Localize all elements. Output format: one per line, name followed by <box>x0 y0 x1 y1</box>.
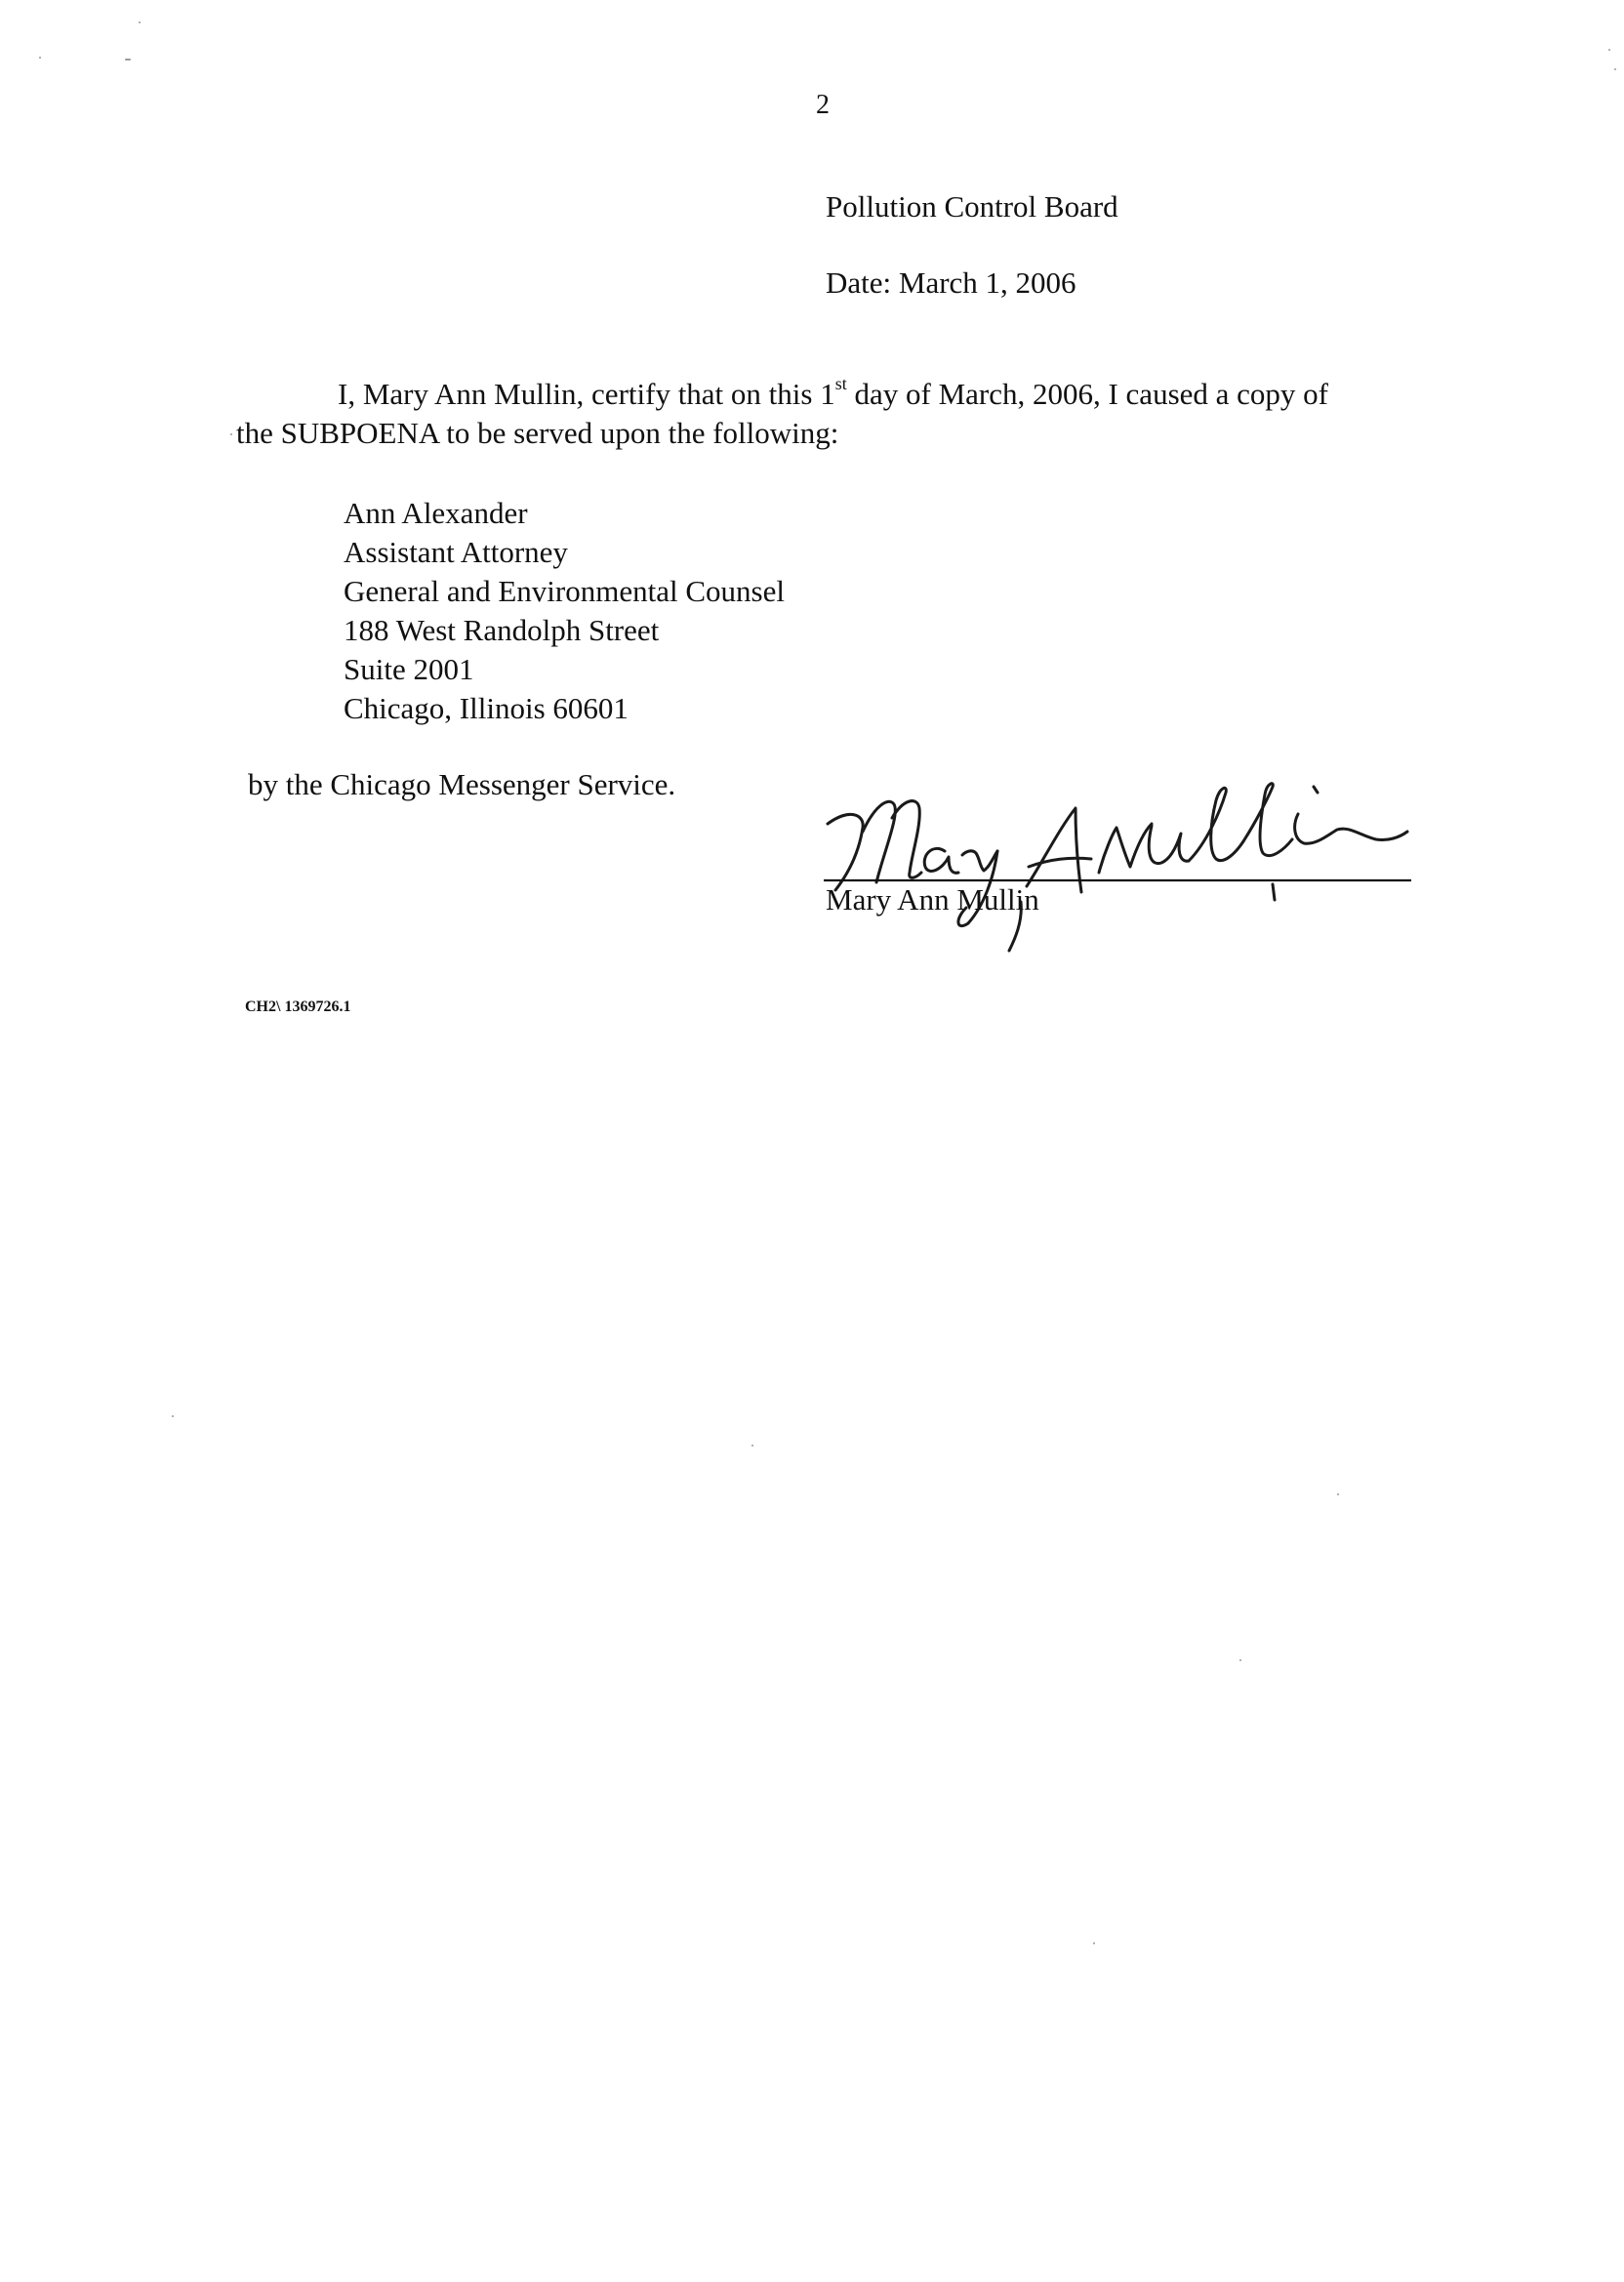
scan-speck <box>39 57 41 59</box>
document-id: CH2\ 1369726.1 <box>245 998 351 1015</box>
handwritten-signature <box>820 757 1415 953</box>
scan-speck <box>1608 49 1610 51</box>
recipient-city-state-zip: Chicago, Illinois 60601 <box>344 691 629 725</box>
scan-speck <box>230 433 232 435</box>
certification-text-end: day of March, 2006, I caused a copy of <box>846 377 1328 411</box>
scan-speck <box>1239 1659 1241 1661</box>
recipient-organization: General and Environmental Counsel <box>344 574 785 608</box>
recipient-name: Ann Alexander <box>344 496 528 530</box>
document-date: Date: March 1, 2006 <box>826 265 1076 300</box>
delivery-method: by the Chicago Messenger Service. <box>248 767 676 801</box>
signer-name: Mary Ann Mullin <box>826 882 1039 917</box>
certification-text-start: I, Mary Ann Mullin, certify that on this 1 <box>338 377 835 411</box>
scan-speck <box>172 1415 174 1417</box>
certification-line-2: the SUBPOENA to be served upon the following: <box>236 416 839 450</box>
scan-speck <box>751 1445 753 1447</box>
scan-speck <box>1337 1493 1339 1495</box>
page-number: 2 <box>816 90 830 120</box>
recipient-title: Assistant Attorney <box>344 535 568 569</box>
ordinal-suffix: st <box>834 373 847 393</box>
scan-speck <box>1614 68 1616 70</box>
signature-block <box>820 757 1415 953</box>
agency-name: Pollution Control Board <box>826 189 1118 224</box>
certification-line-1 <box>236 375 1446 414</box>
document-header <box>826 187 1118 303</box>
recipient-address-block <box>344 494 785 728</box>
scan-speck <box>139 21 141 23</box>
recipient-street: 188 West Randolph Street <box>344 613 660 647</box>
scan-speck <box>125 59 131 61</box>
scan-speck <box>1093 1942 1095 1944</box>
recipient-suite: Suite 2001 <box>344 652 474 686</box>
certification-paragraph <box>236 375 1446 453</box>
